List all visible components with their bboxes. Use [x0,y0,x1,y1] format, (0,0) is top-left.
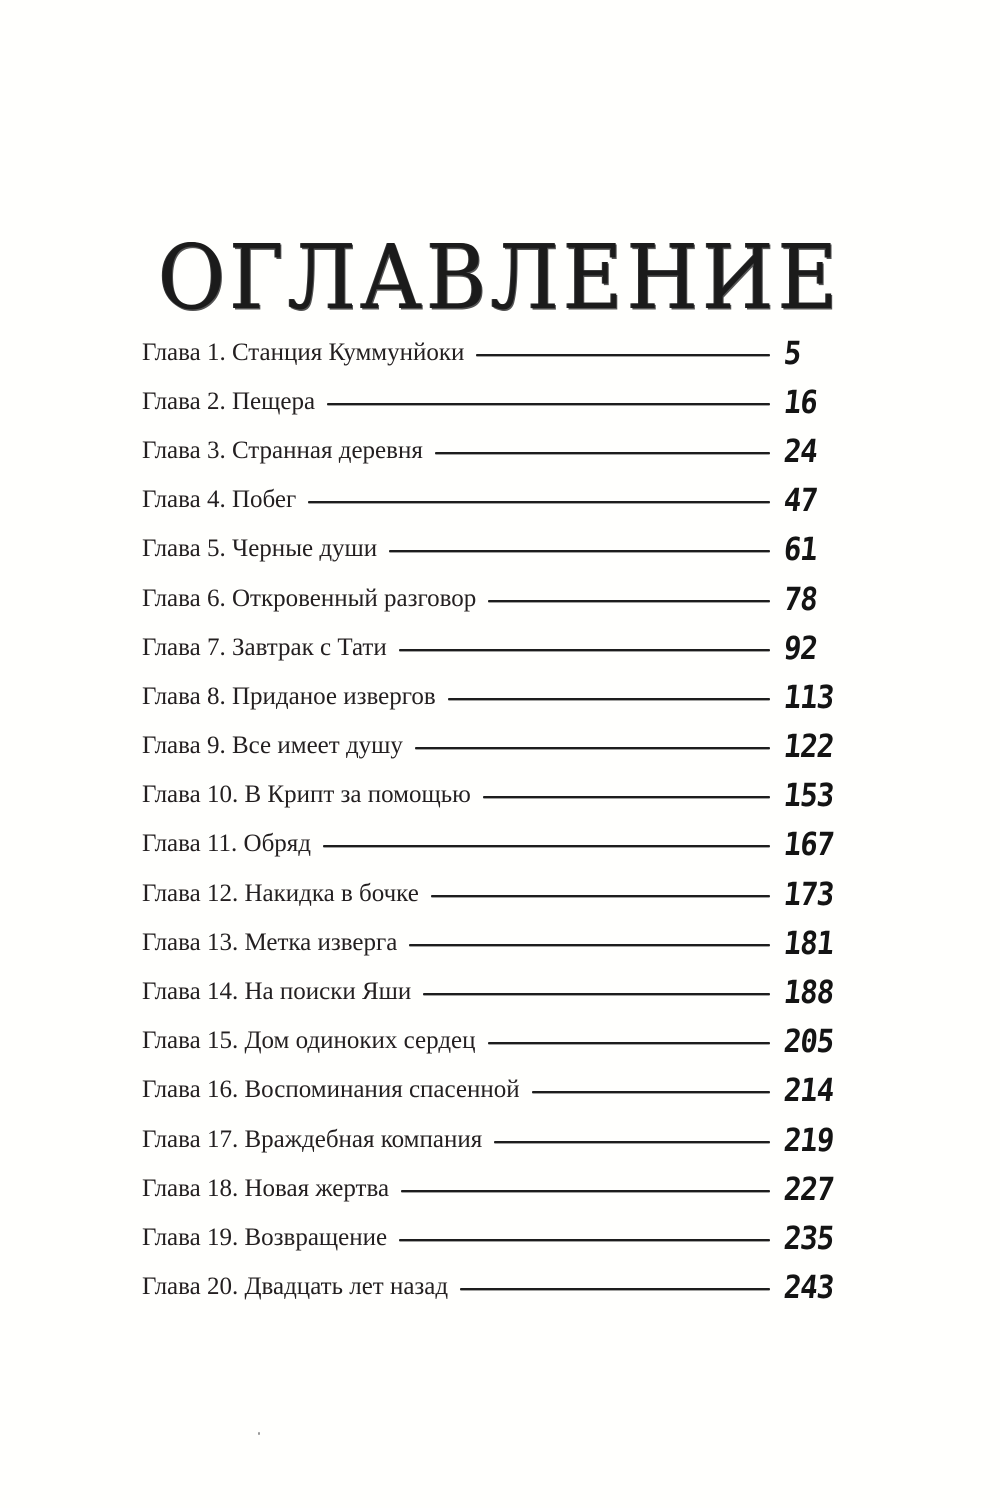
leader-line [401,1190,770,1192]
toc-entry-4[interactable] [142,476,842,525]
entry-title: Глава 3. Странная деревня [142,436,423,464]
toc-entry-17[interactable] [142,1115,842,1164]
page-number: 113 [782,678,836,716]
leader-line [435,452,770,454]
leader-line [323,845,770,847]
entry-title: Глава 9. Все имеет душу [142,732,403,760]
paper-speck [258,1432,260,1435]
entry-title: Глава 4. Побег [142,486,297,514]
leader-line [327,403,770,405]
toc-entry-7[interactable] [142,623,842,672]
leader-line [399,1239,770,1241]
leader-line [488,600,770,602]
leader-line [448,698,770,700]
toc-entry-10[interactable] [142,771,842,820]
entry-title: Глава 2. Пещера [142,387,316,415]
page-title: ОГЛАВЛЕНИЕ [158,227,842,330]
toc-entry-16[interactable] [142,1066,842,1115]
leader-line [431,895,770,897]
entry-title: Глава 5. Черные души [142,535,378,563]
page-number: 235 [782,1219,836,1257]
page-number: 78 [782,579,819,618]
entry-title: Глава 16. Воспоминания спасенной [142,1076,520,1104]
toc-entry-19[interactable] [142,1213,842,1262]
entry-title: Глава 10. В Крипт за помощью [142,781,471,809]
page-number: 92 [782,629,819,667]
entry-title: Глава 13. Метка изверга [142,928,398,956]
toc-entry-2[interactable] [142,377,842,426]
leader-line [532,1091,770,1093]
toc-entry-8[interactable] [142,672,842,721]
leader-line [483,796,770,798]
toc-entry-12[interactable] [142,869,842,918]
entry-title: Глава 19. Возвращение [142,1223,388,1251]
toc-entry-9[interactable] [142,722,842,771]
entry-title: Глава 18. Новая жертва [142,1174,390,1202]
toc-entry-18[interactable] [142,1164,842,1213]
page-number: 24 [782,432,819,470]
leader-line [476,354,770,356]
table-of-contents [142,328,842,1312]
toc-entry-3[interactable] [142,426,842,475]
leader-line [308,501,770,503]
leader-line [494,1141,770,1143]
page-number: 243 [782,1268,836,1306]
page-number: 16 [782,383,819,421]
page-number: 188 [782,973,836,1011]
toc-entry-15[interactable] [142,1017,842,1066]
toc-entry-11[interactable] [142,820,842,869]
toc-entry-5[interactable] [142,525,842,574]
toc-entry-13[interactable] [142,918,842,967]
leader-line [488,1042,770,1044]
toc-entry-6[interactable] [142,574,842,623]
page-number: 153 [782,776,836,814]
page-number: 181 [782,924,836,962]
toc-entry-1[interactable] [142,328,842,377]
page-number: 214 [782,1071,836,1110]
toc-entry-20[interactable] [142,1263,842,1312]
toc-entry-14[interactable] [142,967,842,1016]
page-number: 5 [782,333,803,372]
page-number: 167 [782,825,836,864]
page-number: 173 [782,874,836,913]
entry-title: Глава 7. Завтрак с Тати [142,633,387,661]
entry-title: Глава 17. Враждебная компания [142,1125,483,1153]
leader-line [389,550,770,552]
entry-title: Глава 11. Обряд [142,830,312,858]
page-number: 205 [782,1022,836,1060]
page-number: 61 [782,530,819,569]
page-number: 227 [782,1170,836,1208]
leader-line [460,1288,770,1290]
leader-line [409,944,770,946]
page-number: 47 [782,481,819,519]
leader-line [399,649,770,651]
leader-line [423,993,770,995]
entry-title: Глава 20. Двадцать лет назад [142,1273,449,1301]
leader-line [415,747,770,749]
entry-title: Глава 12. Накидка в бочке [142,879,419,907]
entry-title: Глава 6. Откровенный разговор [142,584,477,612]
page-number: 122 [782,727,836,765]
entry-title: Глава 8. Приданое извергов [142,682,436,710]
entry-title: Глава 14. На поиски Яши [142,978,412,1006]
entry-title: Глава 15. Дом одиноких сердец [142,1027,476,1055]
entry-title: Глава 1. Станция Куммунйоки [142,338,465,366]
page-number: 219 [782,1120,836,1159]
